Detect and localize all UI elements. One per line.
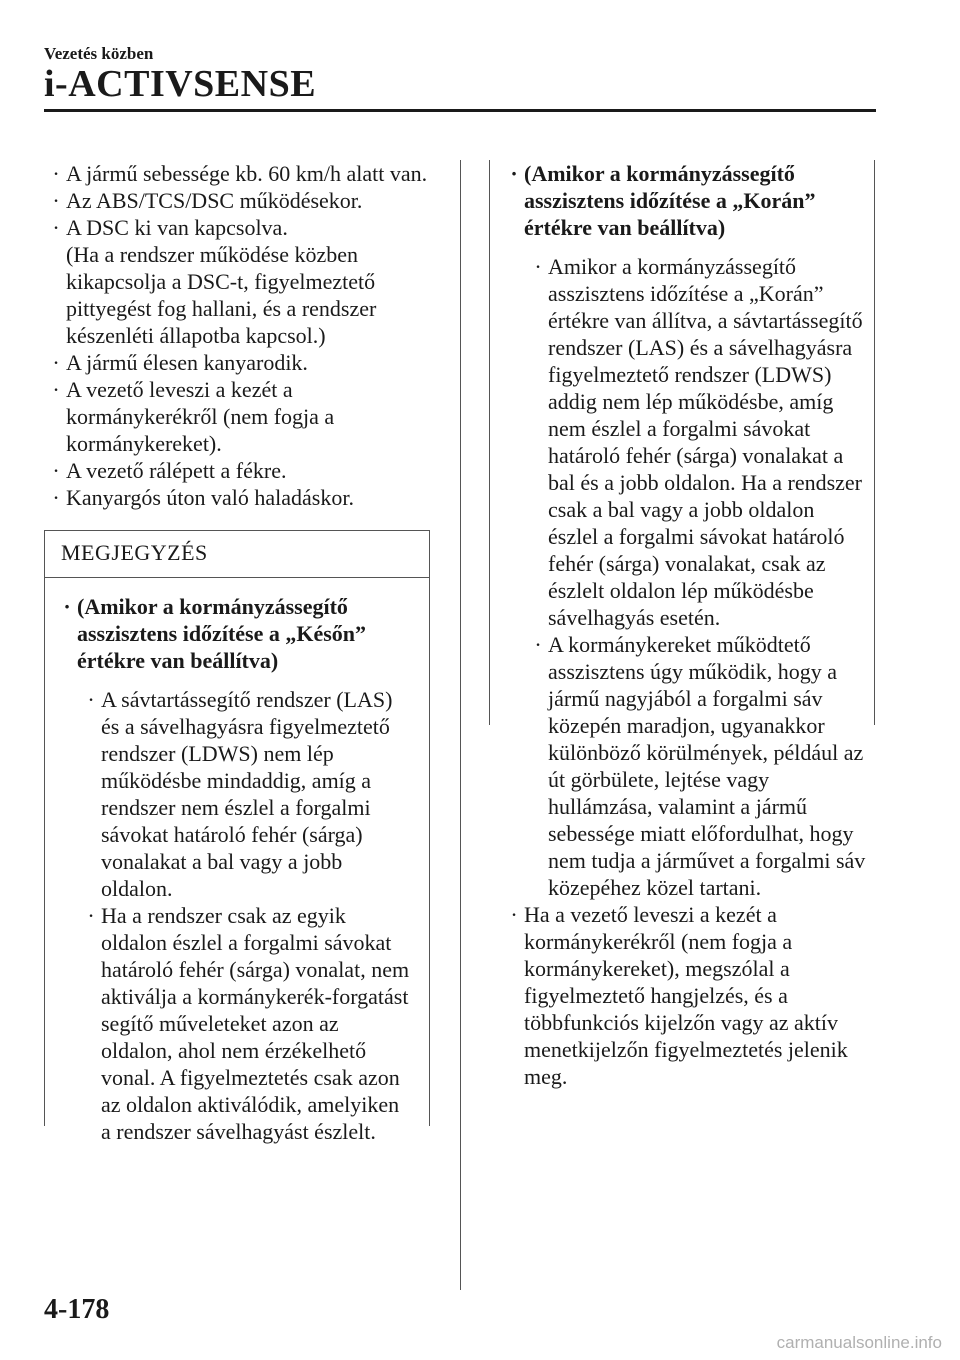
bullet-item: · A jármű élesen kanyarodik.	[52, 350, 308, 375]
left-column	[50, 160, 440, 511]
right-column	[508, 160, 866, 1090]
note-heading: · (Amikor a kormányzássegítő asszisztens időzítése a „Későn” értékre van beállítva)	[63, 594, 367, 673]
right-item: · A kormánykereket működtető asszisztens úgy működik, hogy a jármű nagyjából a forgalmi sáv közepén maradjon, ugyanakkor különböző körülmények, például az út görbülete, lejtése vagy hullámzása, valamint a jármű sebessége miatt előfordulhat, hogy nem tudja a járművet a forgalmi sáv közepéhez közel tartani.	[534, 632, 866, 900]
title-rule	[44, 109, 876, 112]
page-title: i-ACTIVSENSE	[44, 63, 317, 105]
note-separator	[45, 577, 429, 578]
right-column-left-rule	[489, 160, 490, 725]
note-sublist	[85, 686, 411, 1145]
note-content	[61, 593, 411, 1145]
note-item: · Ha a rendszer csak az egyik oldalon észlel a forgalmi sávokat határoló fehér (sárga) vonalat, nem aktiválja a kormánykerék-forgatást segítő műveleteket azon az oldalon, ahol nem érzékelhető vonal. A figyelmeztetés csak azon az oldalon aktiválódik, amelyiken a rendszer sávelhagyást észlelt.	[87, 903, 410, 1144]
note-box	[44, 530, 430, 1144]
watermark: carmanualsonline.info	[776, 1333, 942, 1352]
bullet-item: · Az ABS/TCS/DSC működésekor.	[52, 188, 363, 213]
page-number: 4-178	[44, 1294, 110, 1325]
right-heading: · (Amikor a kormányzássegítő asszisztens időzítése a „Korán” értékre van beállítva)	[510, 161, 816, 240]
right-column-right-rule	[874, 160, 875, 725]
bullet-item: · A vezető rálépett a fékre.	[52, 458, 287, 483]
bullet-item: · A vezető leveszi a kezét a kormánykerékről (nem fogja a kormánykereket).	[52, 377, 335, 456]
note-item: · A sávtartássegítő rendszer (LAS) és a sávelhagyásra figyelmeztető rendszer (LDWS) nem lép működésbe mindaddig, amíg a rendszer nem észlel a forgalmi sávokat határoló fehér (sárga) vonalakat a bal vagy a jobb oldalon.	[87, 687, 393, 901]
bullet-item: · A jármű sebessége kb. 60 km/h alatt van.	[52, 161, 428, 186]
right-sublist	[532, 253, 866, 901]
section-label: Vezetés közben	[44, 44, 154, 63]
bullet-item: · A DSC ki van kapcsolva. (Ha a rendszer működése közben kikapcsolja a DSC-t, figyelmeztető pittyegést fog hallani, és a rendszer készenléti állapotba kapcsol.)	[52, 215, 377, 348]
column-divider	[460, 160, 461, 1290]
right-item: · Amikor a kormányzássegítő asszisztens időzítése a „Korán” értékre van állítva, a sávtartássegítő rendszer (LAS) és a sávelhagyásra figyelmeztető rendszer (LDWS) addig nem lép működésbe, amíg nem észlel a forgalmi sávokat határoló fehér (sárga) vonalakat a bal és a jobb oldalon. Ha a rendszer csak a bal vagy a jobb oldalon észlel a forgalmi sávokat határoló fehér (sárga) vonalakat, csak az észlelt oldalon lép működésbe sávelhagyás esetén.	[534, 254, 863, 630]
note-title: MEGJEGYZÉS	[61, 540, 208, 565]
right-final-bullet: · Ha a vezető leveszi a kezét a kormánykerékről (nem fogja a kormánykereket), megszólal a figyelmeztető hangjelzés, és a többfunkciós kijelzőn vagy az aktív menetkijelzőn figyelmeztetés jelenik meg.	[510, 902, 848, 1089]
bullet-item: · Kanyargós úton való haladáskor.	[52, 485, 354, 510]
